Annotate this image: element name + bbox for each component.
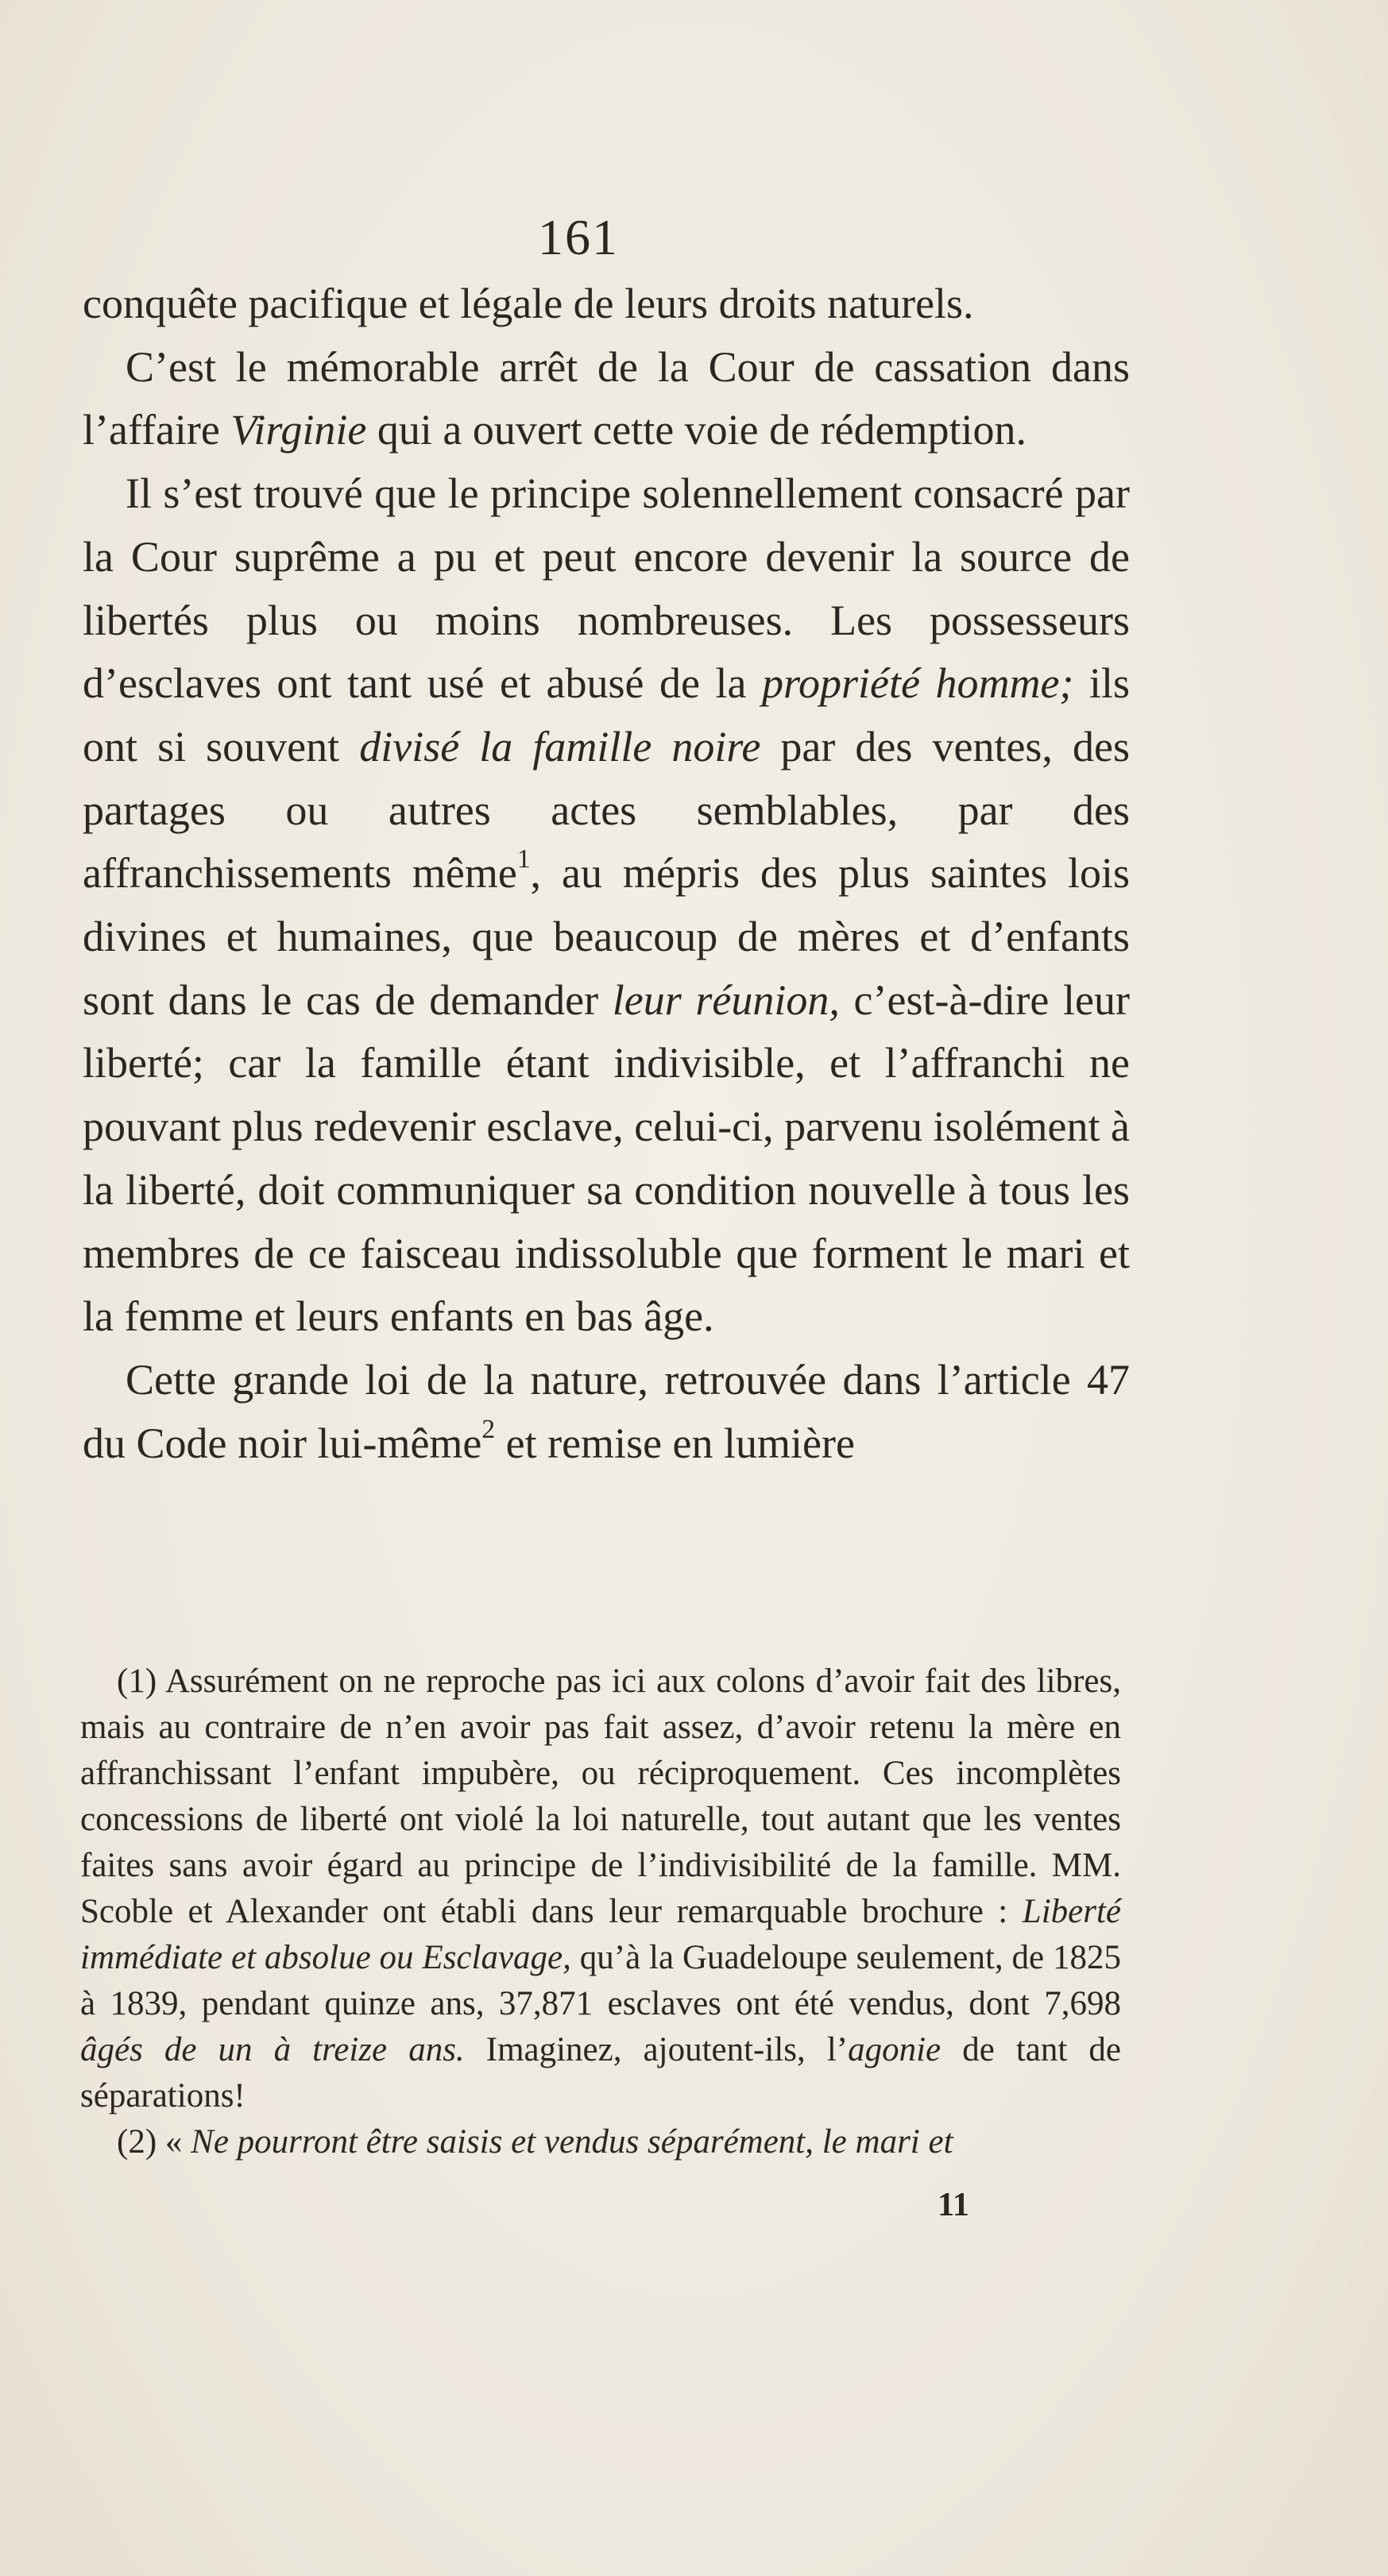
footnotes <box>80 1659 1121 2165</box>
footnote-ref: 2 <box>481 1414 496 1444</box>
paragraph <box>83 336 1130 462</box>
italic-text: agonie <box>848 2031 941 2068</box>
footnote-ref: 1 <box>516 844 531 875</box>
text-run: par des ventes, des partages ou autres actes semblables, par des affranchissements même <box>83 722 1130 898</box>
text-run: Il s’est trouvé que le principe solennellement consacré par la Cour suprême a pu et peut encore devenir la source de libertés plus ou moins nombreuses. Les possesseurs d’esclaves ont tant usé et abusé de la <box>83 469 1130 708</box>
italic-text: Virginie <box>230 406 367 454</box>
page-number: 161 <box>538 209 619 265</box>
italic-text: divisé la famille noire <box>359 722 761 770</box>
footnote-number: (2) <box>117 2123 165 2161</box>
text-run: , au mépris des plus saintes lois divines et humaines, que beaucoup de mères et d’enfants sont dans le cas de demander <box>83 849 1130 1024</box>
italic-text: propriété homme; <box>761 659 1074 708</box>
text-run: qui a ouvert cette voie de rédemption. <box>366 406 1027 454</box>
italic-text: Ne pourront être saisis et vendus séparément, le mari et <box>191 2123 953 2161</box>
text-run: ils ont si souvent <box>83 659 1130 770</box>
text-run: et remise en lumière <box>495 1419 855 1467</box>
signature-mark: 11 <box>938 2187 969 2223</box>
footnote-number: (1) <box>117 1663 165 1700</box>
text-run: c’est-à-dire leur liberté; car la famille étant indivisible, et l’affranchi ne pouvant plus redevenir esclave, celui-ci, parvenu isolément à la liberté, doit communiquer sa condition nouvelle à tous les membres de ce faisceau indissoluble que forment le mari et la femme et leurs enfants en bas âge. <box>83 975 1130 1341</box>
italic-text: leur réunion, <box>612 975 840 1024</box>
paragraph <box>83 272 1130 336</box>
text-run: Cette grande loi de la nature, retrouvée dans l’article 47 du Code noir lui-même <box>83 1355 1130 1467</box>
paragraph <box>83 1349 1130 1475</box>
italic-text: Liberté immédiate et absolue ou Esclavage, <box>80 1893 1121 1976</box>
text-run: conquête pacifique et légale de leurs droits naturels. <box>83 280 974 327</box>
text-run: « <box>164 2123 191 2161</box>
italic-text: âgés de un à treize ans. <box>80 2031 465 2068</box>
text-run: Imaginez, ajoutent-ils, l’ <box>464 2031 849 2068</box>
paragraph <box>83 462 1130 1349</box>
text-run: qu’à la Guadeloupe seulement, de 1825 à 1839, pendant quinze ans, 37,871 esclaves ont été vendus, dont 7,698 <box>80 1939 1122 2022</box>
text-run: C’est le mémorable arrêt de la Cour de cassation dans l’affaire <box>83 342 1130 454</box>
text-run: de tant de séparations! <box>80 2031 1121 2114</box>
body-text <box>83 272 1130 1475</box>
footnote <box>80 2119 1121 2165</box>
footnote <box>80 1659 1121 2119</box>
text-run: Assurément on ne reproche pas ici aux colons d’avoir fait des libres, mais au contraire de n’en avoir pas fait assez, d’avoir retenu la mère en affranchissant l’enfant impubère, ou réciproquement. Ces incomplètes concessions de liberté ont violé la loi naturelle, tout autant que les ventes faites sans avoir égard au principe de l’indivisibilité de la famille. MM. Scoble et Alexander ont établi dans leur remarquable brochure : <box>80 1663 1121 1930</box>
